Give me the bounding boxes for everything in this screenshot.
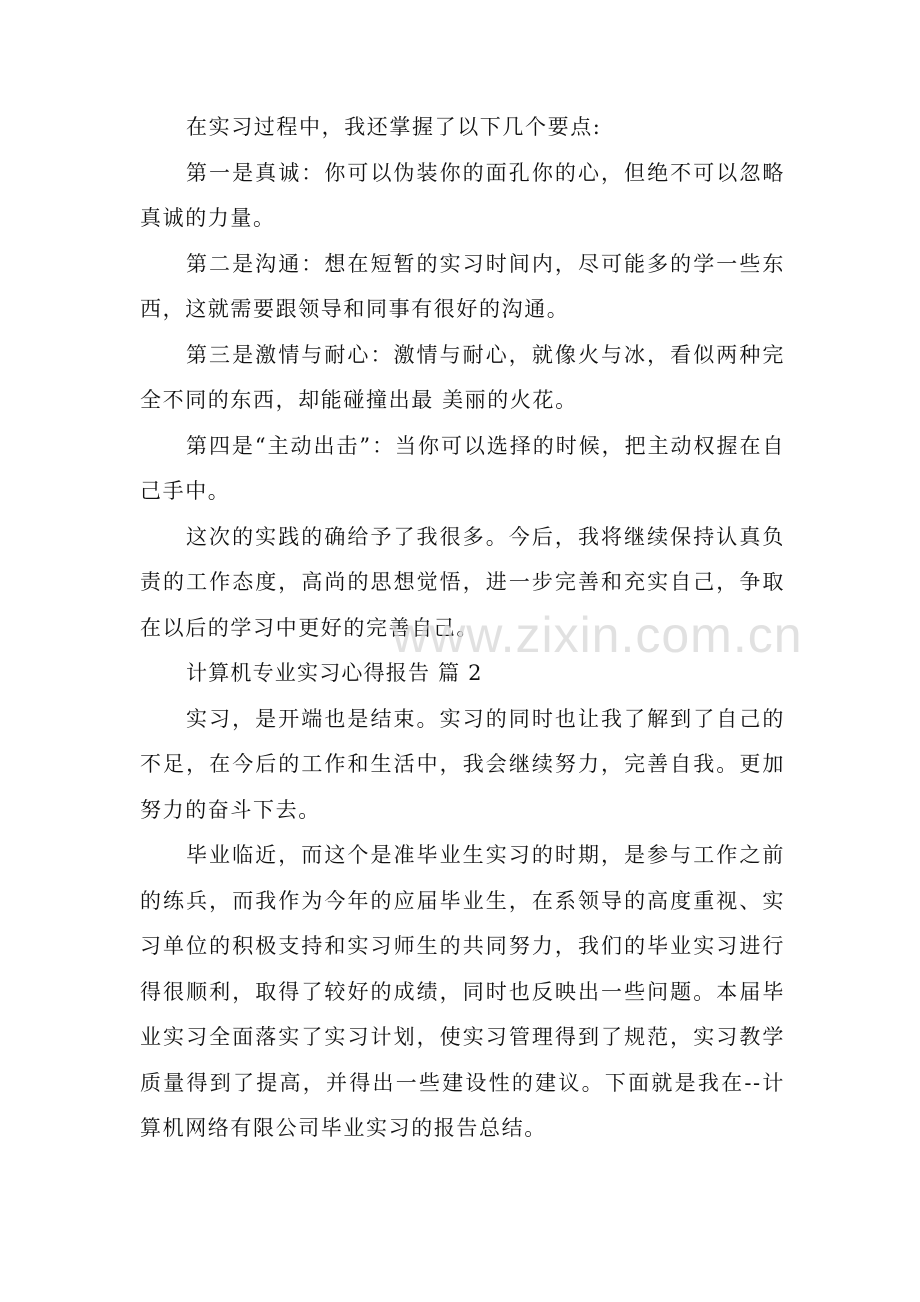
paragraph-intro: 在实习过程中，我还掌握了以下几个要点: (186, 115, 602, 139)
paragraph-point-sincerity: 第一是真诚：你可以伪装你的面孔你的心，但绝不可以忽略真诚的力量。 (140, 160, 785, 230)
section-heading: 计算机专业实习心得报告 篇 2 (186, 661, 483, 685)
document-body (140, 105, 785, 1152)
paragraph-conclusion: 这次的实践的确给予了我很多。今后，我将继续保持认真负责的工作态度，高尚的思想觉悟，进一步完善和充实自己，争取在以后的学习中更好的完善自己。 (140, 524, 785, 640)
paragraph-point-communication: 第二是沟通：想在短暂的实习时间内，尽可能多的学一些东西，这就需要跟领导和同事有很好的沟通。 (140, 251, 785, 321)
paragraph-point-initiative: 第四是“主动出击”：当你可以选择的时候，把主动权握在自己手中。 (140, 433, 785, 503)
paragraph-point-passion-patience: 第三是激情与耐心：激情与耐心，就像火与冰，看似两种完全不同的东西，却能碰撞出最 美丽的火花。 (140, 342, 785, 412)
watermark: www.zixin.com.cn (392, 607, 803, 663)
paragraph-report2-body: 毕业临近，而这个是准毕业生实习的时期，是参与工作之前的练兵，而我作为今年的应届毕业生，在系领导的高度重视、实习单位的积极支持和实习师生的共同努力，我们的毕业实习进行得很顺利，取得了较好的成绩，同时也反映出一些问题。本届毕业实习全面落实了实习计划，使实习管理得到了规范，实习教学质量得到了提高，并得出一些建设性的建议。下面就是我在--计算机网络有限公司毕业实习的报告总结。 (140, 843, 785, 1140)
paragraph-report2-intro: 实习，是开端也是结束。实习的同时也让我了解到了自己的不足，在今后的工作和生活中，我会继续努力，完善自我。更加努力的奋斗下去。 (140, 706, 785, 822)
